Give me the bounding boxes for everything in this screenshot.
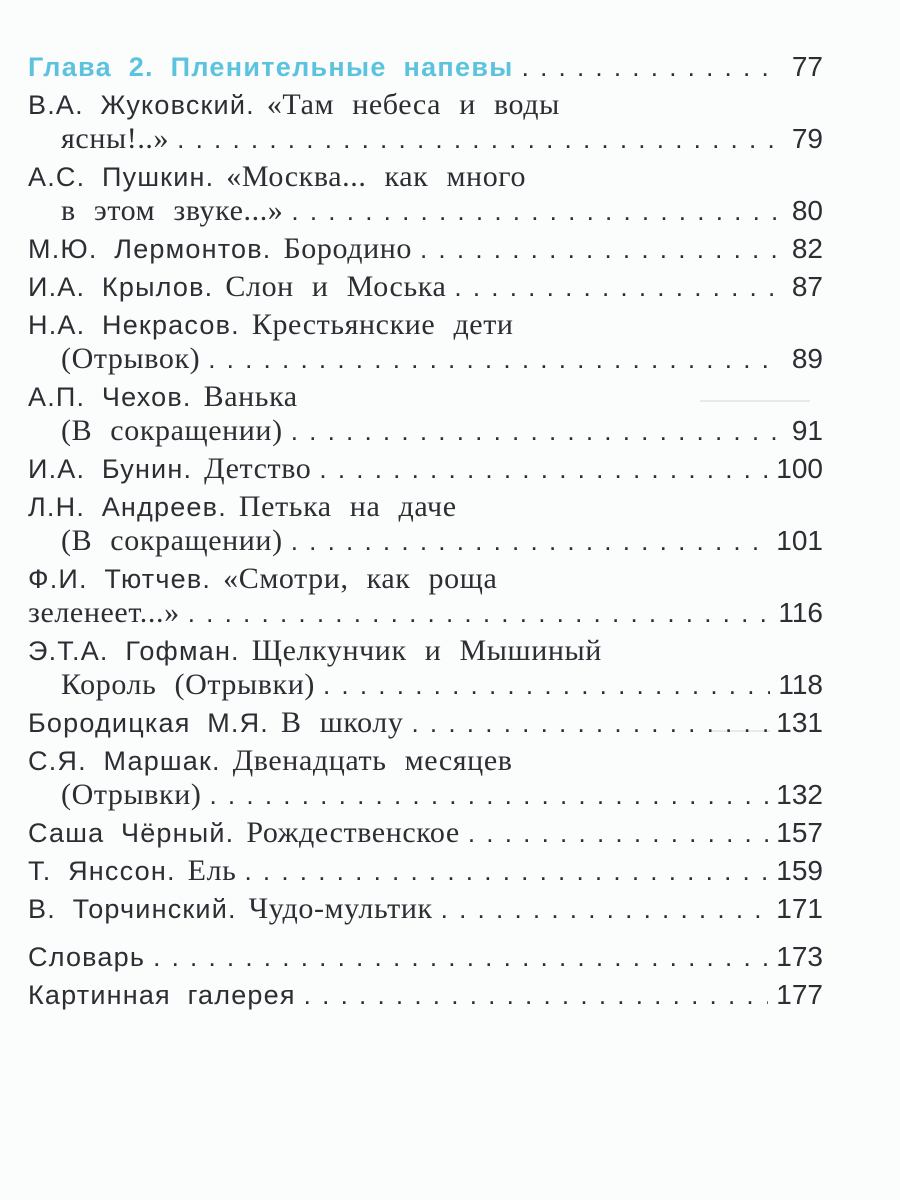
page-number: 118: [778, 669, 823, 700]
page-number: 157: [776, 817, 823, 848]
entry-title: (В сокращении): [61, 414, 283, 447]
chapter-heading: Глава 2. Пленительные напевы: [28, 52, 514, 82]
dot-leader: [522, 48, 781, 86]
entry-title: Чудо-мультик: [248, 892, 433, 925]
dot-leader: [441, 890, 769, 928]
page-number: 132: [776, 779, 823, 810]
entry-author: И.А. Бунин.: [28, 454, 193, 484]
page-number: 82: [791, 233, 823, 264]
entry-title: Щелкунчик и Мышиный: [251, 634, 602, 667]
table-of-contents: [28, 48, 823, 1014]
entry-author: М.Ю. Лермонтов.: [28, 234, 272, 264]
entry-author: Саша Чёрный.: [28, 818, 235, 848]
page-number: 80: [791, 195, 823, 226]
entry-title: Бородино: [283, 232, 412, 265]
toc-entry: [28, 86, 823, 124]
dot-leader: [153, 938, 768, 976]
entry-title: (В сокращении): [61, 524, 283, 557]
entry-title: «Там небеса и воды: [266, 88, 560, 121]
toc-entry: [28, 158, 823, 196]
dot-leader: [244, 852, 768, 890]
dot-leader: [454, 268, 781, 306]
entry-title: (Отрывок): [61, 342, 201, 375]
dot-leader: [411, 704, 768, 742]
entry-author: В. Торчинский.: [28, 894, 237, 924]
page-number: 101: [776, 525, 823, 556]
toc-entry: [28, 488, 823, 526]
dot-leader: [209, 776, 768, 814]
entry-author: Бородицкая М.Я.: [28, 708, 270, 738]
entry-author: Н.А. Некрасов.: [28, 310, 240, 340]
toc-entry-continuation: [28, 594, 823, 632]
entry-author: Л.Н. Андреев.: [28, 492, 227, 522]
page-number: 77: [791, 51, 823, 82]
entry-title: Петька на даче: [238, 490, 457, 523]
dot-leader: [468, 814, 768, 852]
toc-entry-continuation: [28, 192, 823, 230]
entry-title: Король (Отрывки): [61, 668, 315, 701]
toc-entry: [28, 632, 823, 670]
toc-entry: [28, 742, 823, 780]
page-number: 116: [778, 597, 823, 628]
entry-title: Слон и Моська: [225, 270, 447, 303]
entry-author: А.П. Чехов.: [28, 382, 192, 412]
entry-author: В.А. Жуковский.: [28, 90, 255, 120]
entry-title: «Москва... как много: [226, 160, 527, 193]
entry-author: Т. Янссон.: [28, 856, 176, 886]
toc-entry-continuation: [28, 412, 823, 450]
page-number: 131: [776, 707, 823, 738]
entry-title: Ель: [187, 854, 237, 887]
entry-author: Э.Т.А. Гофман.: [28, 636, 240, 666]
dot-leader: [304, 976, 769, 1014]
dot-leader: [323, 666, 770, 704]
page-number: 87: [791, 271, 823, 302]
page-number: 89: [791, 343, 823, 374]
entry-title: Детство: [204, 452, 312, 485]
entry-title: В школу: [281, 706, 404, 739]
dot-leader: [291, 412, 781, 450]
dot-leader: [291, 192, 781, 230]
toc-entry-continuation: [28, 340, 823, 378]
page-number: 79: [791, 123, 823, 154]
page-number: 177: [776, 979, 823, 1010]
page-number: 100: [776, 453, 823, 484]
toc-entry: [28, 814, 823, 852]
dot-leader: [177, 120, 781, 158]
entry-title: Крестьянские дети: [251, 308, 514, 341]
entry-author: А.С. Пушкин.: [28, 162, 215, 192]
toc-entry: [28, 268, 823, 306]
toc-entry: [28, 890, 823, 928]
appendix-label: Картинная галерея: [28, 980, 296, 1010]
page-number: 171: [776, 893, 823, 924]
toc-entry-continuation: [28, 522, 823, 560]
entry-author: И.А. Крылов.: [28, 272, 214, 302]
entry-title: «Смотри, как роща: [223, 562, 498, 595]
toc-entry-continuation: [28, 776, 823, 814]
toc-appendix-entry: [28, 976, 823, 1014]
entry-title: Рождественское: [246, 816, 460, 849]
dot-leader: [188, 594, 771, 632]
dot-leader: [319, 450, 768, 488]
page-number: 91: [791, 415, 823, 446]
dot-leader: [291, 522, 769, 560]
entry-title: зеленеет...»: [28, 596, 180, 629]
toc-entry: [28, 306, 823, 344]
toc-entry: [28, 560, 823, 598]
entry-author: С.Я. Маршак.: [28, 746, 221, 776]
toc-entry: [28, 378, 823, 416]
toc-entry: [28, 450, 823, 488]
chapter-heading-row: [28, 48, 823, 86]
entry-title: Двенадцать месяцев: [232, 744, 513, 777]
entry-title: (Отрывки): [61, 778, 202, 811]
toc-entry-continuation: [28, 120, 823, 158]
dot-leader: [208, 340, 781, 378]
page-number: 159: [776, 855, 823, 886]
dot-leader: [420, 230, 781, 268]
appendix-label: Словарь: [28, 942, 146, 972]
entry-title: Ванька: [203, 380, 298, 413]
toc-entry: [28, 852, 823, 890]
toc-entry: [28, 704, 823, 742]
entry-author: Ф.И. Тютчев.: [28, 564, 212, 594]
section-gap: [28, 928, 823, 938]
toc-entry-continuation: [28, 666, 823, 704]
entry-title: в этом звуке...»: [61, 194, 284, 227]
toc-entry: [28, 230, 823, 268]
page-number: 173: [776, 941, 823, 972]
toc-appendix-entry: [28, 938, 823, 976]
entry-title: ясны!..»: [61, 122, 170, 155]
